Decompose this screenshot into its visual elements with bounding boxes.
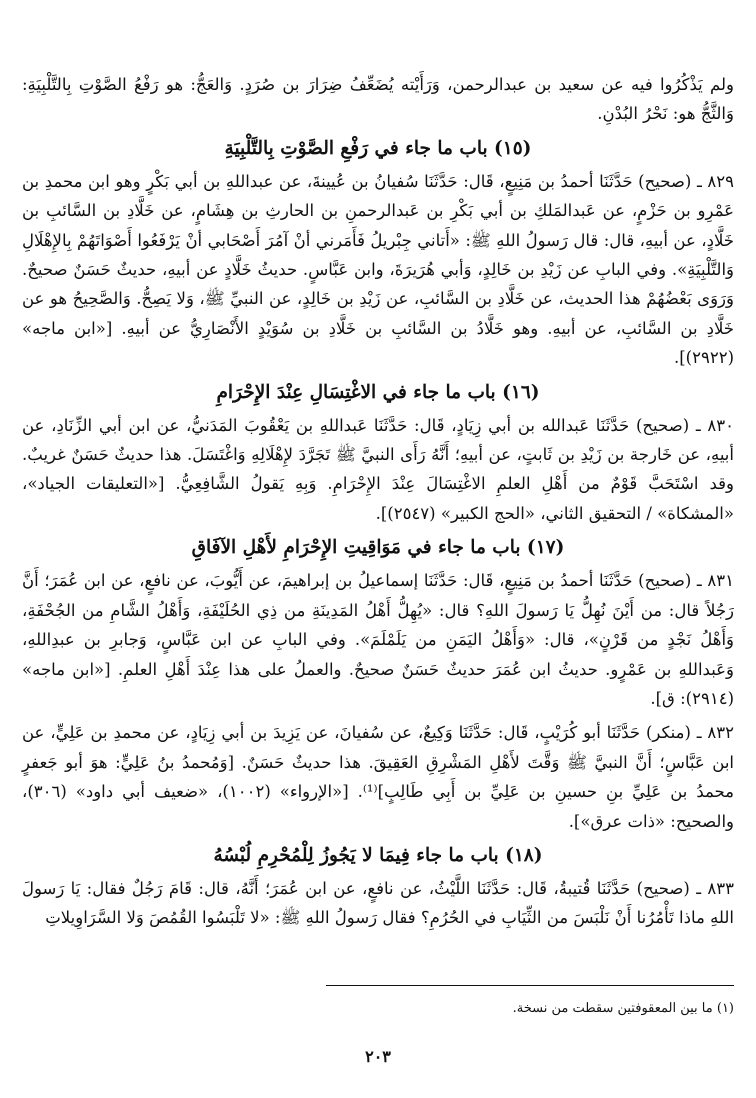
hadith-832: ٨٣٢ ـ (منكر) حَدَّثَنَا أبو كُرَيْبٍ، قَال: حَدَّثَنَا وَكِيعٌ، عن سُفيانَ، عن يَزِيدَ بن أبي زِيَادٍ، عن محمدِ بن عَلِيٍّ، عن ابن عَبَّاسٍ؛ أَنَّ النبيَّ ﷺ وَقَّتَ لأَهْلِ المَشْرِقِ العَقِيقَ. هذا حديثٌ حَسَنٌ. [وَمُحمدُ بنُ عَلِيٍّ: هوَ أبو جَعفرٍ محمدُ بن عَلِيِّ بنِ حسينِ بن عَلِيِّ بن أَبِي طَالِبٍ]⁽¹⁾. [«الإرواء» (١٠٠٢)، «ضعيف أبي داود» (٣٠٦)، والصحيح: «ذات عرق»]. — [22, 723, 735, 831]
section-heading-16: (١٦) باب ما جاء في الاغْتِسَالِ عِنْدَ الإِحْرَامِ — [216, 381, 540, 403]
footnote: (١) ما بين المعقوفتين سقطت من نسخة. — [512, 1001, 734, 1016]
hadith-831: ٨٣١ ـ (صحيح) حَدَّثَنَا أحمدُ بن مَنِيعٍ، قَال: حَدَّثَنَا إسماعيلُ بن إبراهيمَ، عن أَيُّوبَ، عن نافعٍ، عن ابن عُمَرَ؛ أَنَّ رَجُلاً قال: من أَيْنَ نُهِلُّ يَا رَسولَ اللهِ؟ قال: «يُهِلُّ أَهْلُ المَدِينَةِ من ذِي الحُلَيْفَةِ، وَأَهْلُ الشَّامِ من الجُحْفَةِ، وَأَهْلُ نَجْدٍ من قَرْنٍ»، قال: «وَأَهْلُ اليَمَنِ من يَلَمْلَمَ». وفي البابِ عن ابن عَبَّاسٍ، وَجابرِ بن عبدِاللهِ، وَعَبداللهِ بن عَمْرٍو. حديثُ ابن عُمَرَ حديثٌ حَسَنٌ صحيحٌ. والعملُ على هذا عِنْدَ أَهْلِ العلمِ. [«ابن ماجه» (٢٩١٤): ق]. — [22, 571, 734, 708]
hadith-829: ٨٢٩ ـ (صحيح) حَدَّثَنَا أحمدُ بن مَنِيعٍ، قَال: حَدَّثَنَا سُفيانُ بن عُيينةَ، عن عبداللهِ بن أبي بَكْرٍ وهو ابن محمدِ بن عَمْرِو بن حَزْمٍ، عن عَبدالمَلكِ بن أبي بَكْرِ بن عَبدالرحمنِ بن الحارثِ بن هِشَامٍ، عن خَلَّادِ بن السَّائبِ بن خَلَّادٍ، عن أبيهِ، قال: قال رَسولُ اللهِ ﷺ: «أَتاني جِبْريلُ فَأَمَرني أنْ آمُرَ أَصْحَابي أنْ يَرْفَعُوا أَصْوَاتَهُمْ بِالإِهْلَالِ وَالتَّلْبِيَةِ». وفي البابِ عن زَيْدِ بن خَالِدٍ، وَأبي هُرَيرَةَ، وابن عَبَّاسٍ. حديثُ خَلَّادٍ عن أبيهِ، حديثٌ حَسَنٌ صحيحٌ. وَرَوَى بَعْضُهُمْ هذا الحديث، عن خَلَّادِ بن السَّائبِ، عن زَيْدِ بن خَالِدٍ، عن النبيِّ ﷺ، وَلا يَصِحُّ. وَالصَّحِيحُ هو عن خَلَّادِ بن السَّائبِ، عن أبيهِ. وهو خَلَّادُ بن السَّائبِ بن خَلَّادِ بن سُوَيْدٍ الأَنْصَارِيُّ عن أبيهِ. [«ابن ماجه» (٢٩٢٢)]. — [22, 171, 734, 368]
hadith-833: ٨٣٣ ـ (صحيح) حَدَّثَنَا قُتيبةُ، قَال: حَدَّثَنَا اللَّيْثُ، عن نافعٍ، عن ابن عُمَرَ؛ أَنَّهُ، قال: قَامَ رَجُلٌ فقال: يَا رَسولَ اللهِ ماذا تَأْمُرُنا أَنْ نَلْبَسَ من الثِّيَابِ في الحُرُمِ؟ فقال رَسولُ اللهِ ﷺ: «لا تَلْبَسُوا القُمُصَ وَلا السَّرَاوِيلاتِ — [22, 878, 734, 928]
section-heading-15: (١٥) باب ما جاء في رَفْعِ الصَّوْتِ بِالتَّلْبِيَةِ — [224, 137, 532, 159]
footnote-divider — [326, 985, 734, 986]
section-heading-17: (١٧) باب ما جاء في مَوَاقِيتِ الإِحْرَامِ لأَهْلِ الآفَاقِ — [191, 537, 565, 559]
intro-paragraph: ولم يَذْكُرُوا فيه عن سعيد بن عبدالرحمن، وَرَأَيْته يُضَعِّفُ ضِرَارَ بن صُرَدٍ. وَالعَجُّ: هو رَفْعُ الصَّوْتِ بِالتَّلْبِيَةِ: وَالثَّجُّ هو: نَحْرُ البُدْنِ. — [22, 75, 734, 124]
page-body — [22, 70, 734, 933]
hadith-830: ٨٣٠ ـ (صحيح) حَدَّثَنَا عَبدالله بن أبي زِيَادٍ، قَال: حَدَّثَنَا عَبداللهِ بن يَعْقُوبَ المَدَنيُّ، عن ابن أبي الزِّنَادِ، عن أبيهِ، عن خَارجة بن زَيْدِ بن ثَابتٍ، عن أبيهِ؛ أَنَّهُ رَأَى النبيَّ ﷺ تَجَرَّدَ لإِهْلَالِهِ وَاغْتَسَلَ. هذا حديثٌ حَسَنٌ غريبٌ. وقد اسْتَحَبَّ قَوْمٌ من أَهْلِ العلمِ الاغْتِسَالَ عِنْدَ الإِحْرَامِ. وَبِهِ يَقولُ الشَّافِعِيُّ. [«التعليقات الجياد»، «المشكاة» / التحقيق الثاني، «الحج الكبير» (٢٥٤٧)]. — [22, 415, 734, 523]
page-number: ٢٠٣ — [365, 1047, 391, 1066]
section-heading-18: (١٨) باب ما جاء فِيمَا لا يَجُوزُ لِلْمُحْرِمِ لُبْسُهُ — [213, 844, 543, 866]
